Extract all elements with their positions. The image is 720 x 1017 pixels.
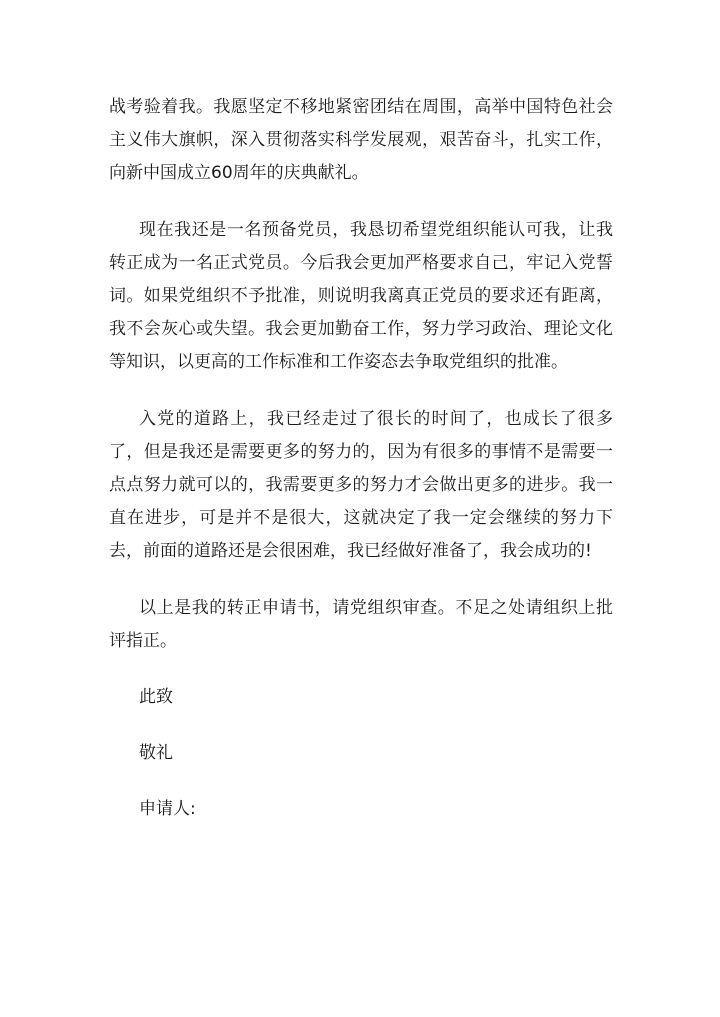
closing-salutation: 此致 — [139, 687, 173, 707]
paragraph-continuation: 战考验着我。我愿坚定不移地紧密团结在周围，高举中国特色社会主义伟大旗帜，深入贯彻落实科学发展观，艰苦奋斗，扎实工作，向新中国成立60周年的庆典献礼。 — [109, 97, 613, 183]
document-body — [109, 91, 613, 826]
closing-regards: 敬礼 — [139, 743, 173, 763]
paragraph-review-request: 以上是我的转正申请书，请党组织审查。不足之处请组织上批评指正。 — [109, 598, 613, 651]
paragraph-party-path: 入党的道路上，我已经走过了很长的时间了，也成长了很多了，但是我还是需要更多的努力的，因为有很多的事情不是需要一点点努力就可以的，我需要更多的努力才会做出更多的进步。我一直在进步，可是并不是很大，这就决定了我一定会继续的努力下去，前面的道路还是会很困难，我已经做好准备了，我会成功的! — [109, 409, 613, 561]
paragraph-probationary-member: 现在我还是一名预备党员，我恳切希望党组织能认可我，让我转正成为一名正式党员。今后我会更加严格要求自己，牢记入党誓词。如果党组织不予批准，则说明我离真正党员的要求还有距离，我不会灰心或失望。我会更加勤奋工作，努力学习政治、理论文化等知识，以更高的工作标准和工作姿态去争取党组织的批准。 — [109, 220, 613, 372]
applicant-signature-line: 申请人: — [139, 799, 196, 819]
